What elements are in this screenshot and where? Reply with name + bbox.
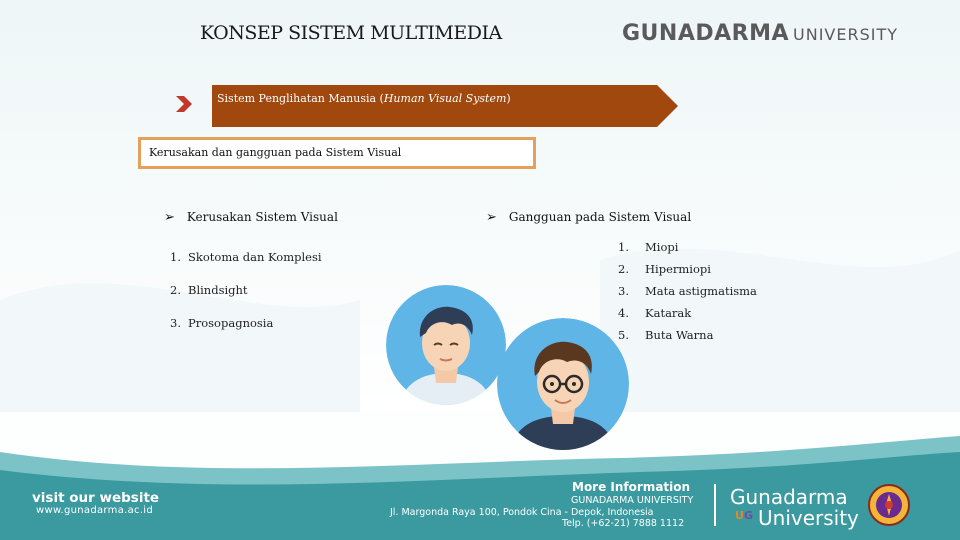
page-title: KONSEP SISTEM MULTIMEDIA xyxy=(200,22,502,44)
list-label: Katarak xyxy=(645,306,692,320)
list-label: Blindsight xyxy=(188,283,248,297)
ug-logo-mark xyxy=(735,509,753,522)
logo-word-gunadarma: Gunadarma xyxy=(730,485,848,509)
right-heading-text: Gangguan pada Sistem Visual xyxy=(508,210,692,224)
brand-wordmark xyxy=(622,21,898,46)
university-phone: Telp. (+62-21) 7888 1112 xyxy=(562,518,685,529)
subtopic-text: Kerusakan dan gangguan pada Sistem Visual xyxy=(149,146,402,159)
list-label: Hipermiopi xyxy=(645,262,711,276)
list-item xyxy=(170,316,273,330)
more-information-label: More Information xyxy=(572,480,691,494)
list-label: Prosopagnosia xyxy=(188,316,274,330)
right-column-heading xyxy=(486,210,691,225)
banner-text-start: Sistem Penglihatan Manusia ( xyxy=(217,92,384,105)
chevron-right-icon xyxy=(174,95,194,113)
section-banner-text xyxy=(217,92,511,105)
list-label: Mata astigmatisma xyxy=(645,284,757,298)
list-label: Miopi xyxy=(645,240,679,254)
logo-word-university: University xyxy=(758,506,859,530)
list-number: 3. xyxy=(170,316,181,330)
list-number: 4. xyxy=(618,306,629,320)
list-number: 2. xyxy=(618,262,629,276)
list-item xyxy=(170,283,248,297)
banner-text-italic: Human Visual System xyxy=(383,92,507,105)
subtopic-box xyxy=(138,137,536,169)
website-link[interactable]: www.gunadarma.ac.id xyxy=(36,505,154,516)
list-item xyxy=(618,306,691,320)
list-number: 5. xyxy=(618,328,629,342)
list-number: 1. xyxy=(170,250,181,264)
list-number: 3. xyxy=(618,284,629,298)
person-avatar-icon xyxy=(386,285,506,405)
list-label: Skotoma dan Komplesi xyxy=(188,250,322,264)
list-number: 2. xyxy=(170,283,181,297)
arrow-bullet-icon: ➢ xyxy=(486,210,497,225)
left-column-heading xyxy=(164,210,338,225)
brand-main: GUNADARMA xyxy=(622,21,790,46)
list-item xyxy=(618,240,678,254)
banner-text-end: ) xyxy=(506,92,511,105)
arrow-bullet-icon: ➢ xyxy=(164,210,175,225)
list-item xyxy=(618,262,711,276)
ug-letter-g: G xyxy=(743,509,753,522)
footer-divider xyxy=(714,484,716,526)
ug-letter-u: U xyxy=(735,509,744,522)
left-heading-text: Kerusakan Sistem Visual xyxy=(186,210,338,224)
list-number: 1. xyxy=(618,240,629,254)
university-address: Jl. Margonda Raya 100, Pondok Cina - Depok, Indonesia xyxy=(390,507,654,518)
list-item xyxy=(170,250,322,264)
list-item xyxy=(618,328,713,342)
university-name: GUNADARMA UNIVERSITY xyxy=(571,495,694,506)
list-item xyxy=(618,284,757,298)
university-seal-icon xyxy=(868,484,910,526)
visit-website-label: visit our website xyxy=(32,490,160,506)
list-label: Buta Warna xyxy=(645,328,714,342)
brand-sub: UNIVERSITY xyxy=(793,25,899,44)
